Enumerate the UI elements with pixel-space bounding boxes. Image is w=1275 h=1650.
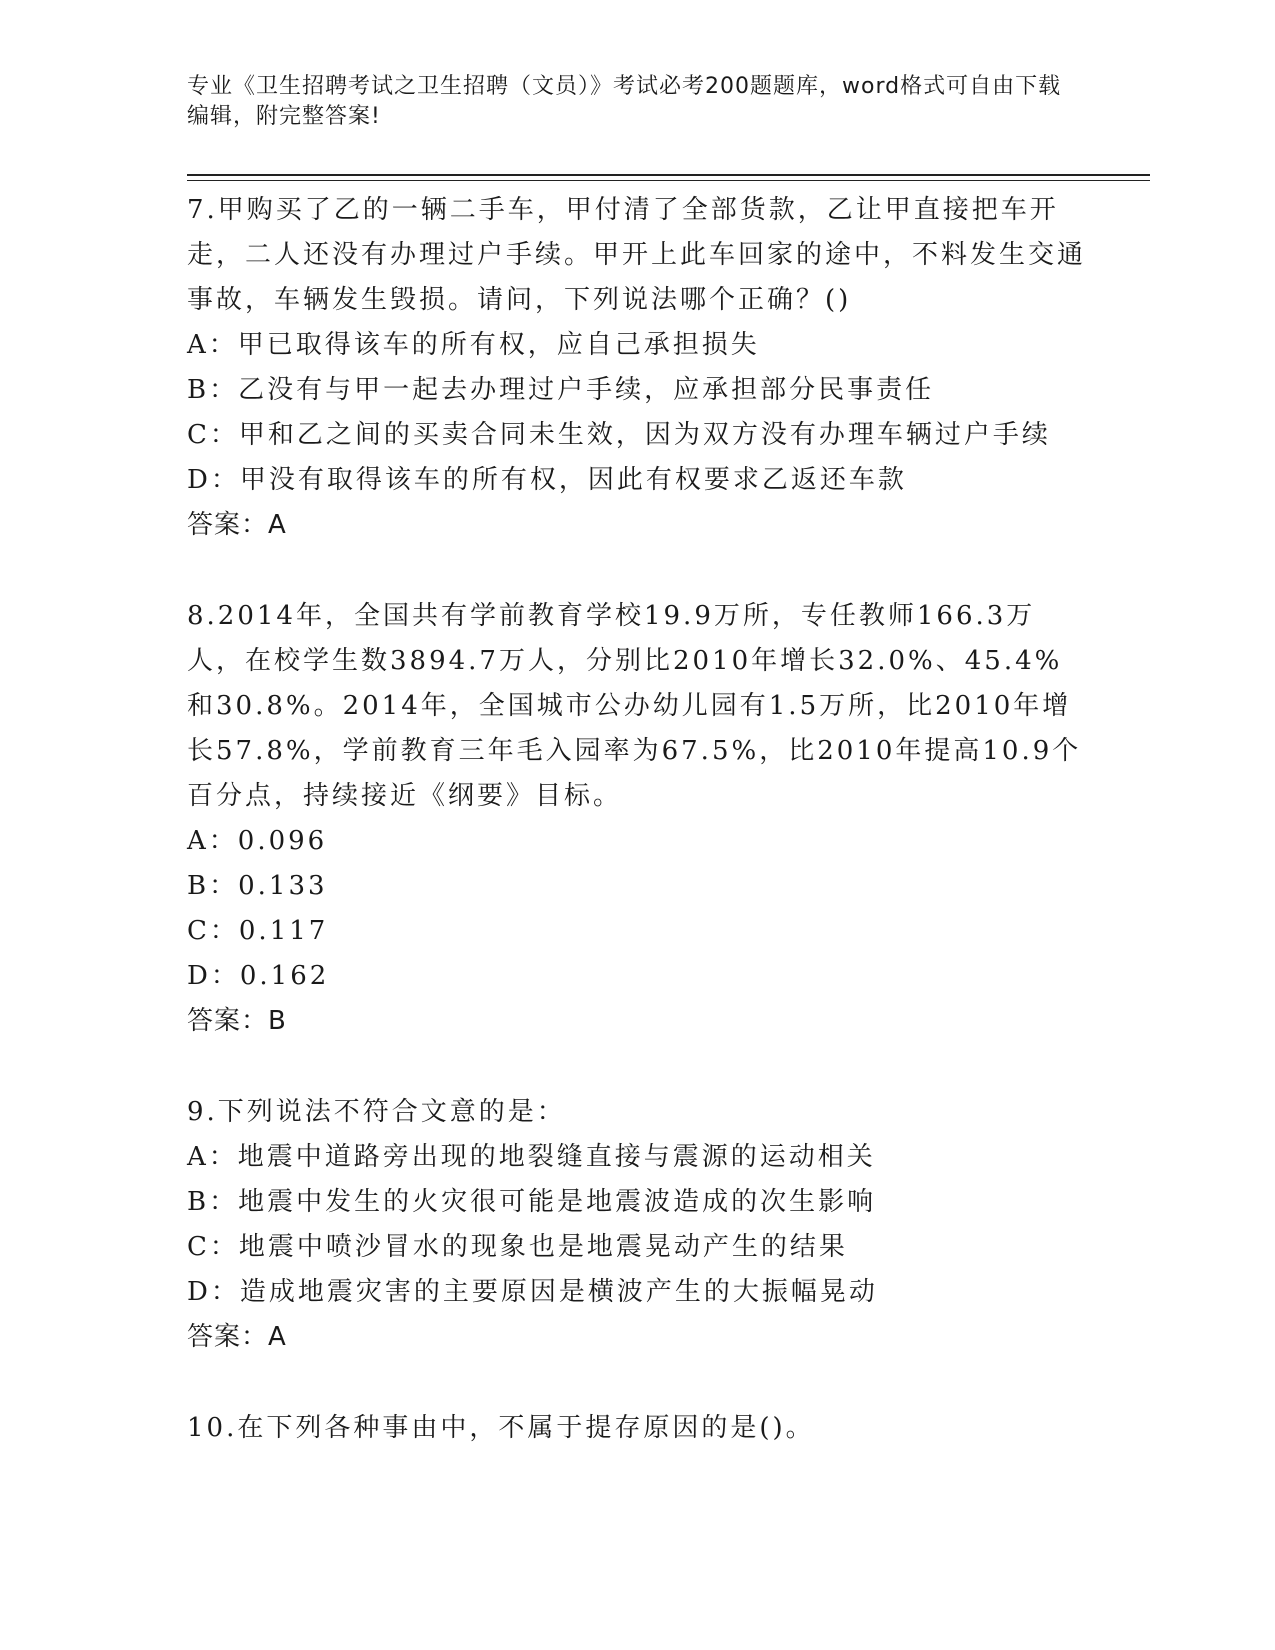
question-7: [187, 188, 1087, 548]
option-b: B：地震中发生的火灾很可能是地震波造成的次生影响: [187, 1187, 877, 1217]
option-b: B：0.133: [187, 871, 328, 901]
option-a: A：地震中道路旁出现的地裂缝直接与震源的运动相关: [187, 1142, 876, 1172]
option-d: D：造成地震灾害的主要原因是横波产生的大振幅晃动: [187, 1277, 878, 1307]
question-8: [187, 594, 1087, 1044]
question-9: [187, 1090, 1087, 1360]
question-stem: 7.甲购买了乙的一辆二手车，甲付清了全部货款，乙让甲直接把车开走，二人还没有办理过户手续。甲开上此车回家的途中，不料发生交通事故，车辆发生毁损。请问，下列说法哪个正确？(): [187, 195, 1087, 315]
question-stem: 8.2014年，全国共有学前教育学校19.9万所，专任教师166.3万人，在校学生数3894.7万人，分别比2010年增长32.0%、45.4%和30.8%。2014年，全国城市公办幼儿园有1.5万所，比2010年增长57.8%，学前教育三年毛入园率为67.5%，比2010年提高10.9个百分点，持续接近《纲要》目标。: [187, 601, 1082, 811]
option-b: B：乙没有与甲一起去办理过户手续，应承担部分民事责任: [187, 375, 935, 405]
question-list: [187, 188, 1087, 1451]
option-c: C：地震中喷沙冒水的现象也是地震晃动产生的结果: [187, 1232, 848, 1262]
answer-line: 答案：A: [187, 1322, 287, 1352]
option-a: A：0.096: [187, 826, 328, 856]
option-d: D：0.162: [187, 961, 330, 991]
header-rule-thick: [187, 174, 1150, 176]
header-rule-thin: [187, 180, 1150, 181]
question-10: [187, 1406, 1087, 1451]
option-c: C：0.117: [187, 916, 329, 946]
option-c: C：甲和乙之间的买卖合同未生效，因为双方没有办理车辆过户手续: [187, 420, 1051, 450]
option-d: D：甲没有取得该车的所有权，因此有权要求乙返还车款: [187, 465, 907, 495]
option-a: A：甲已取得该车的所有权，应自己承担损失: [187, 330, 760, 360]
question-stem: 10.在下列各种事由中，不属于提存原因的是()。: [187, 1413, 815, 1443]
answer-line: 答案：B: [187, 1006, 287, 1036]
document-header: 专业《卫生招聘考试之卫生招聘（文员）》考试必考200题题库，word格式可自由下载编辑，附完整答案!: [187, 74, 1062, 129]
answer-line: 答案：A: [187, 510, 287, 540]
question-stem: 9.下列说法不符合文意的是：: [187, 1097, 566, 1127]
